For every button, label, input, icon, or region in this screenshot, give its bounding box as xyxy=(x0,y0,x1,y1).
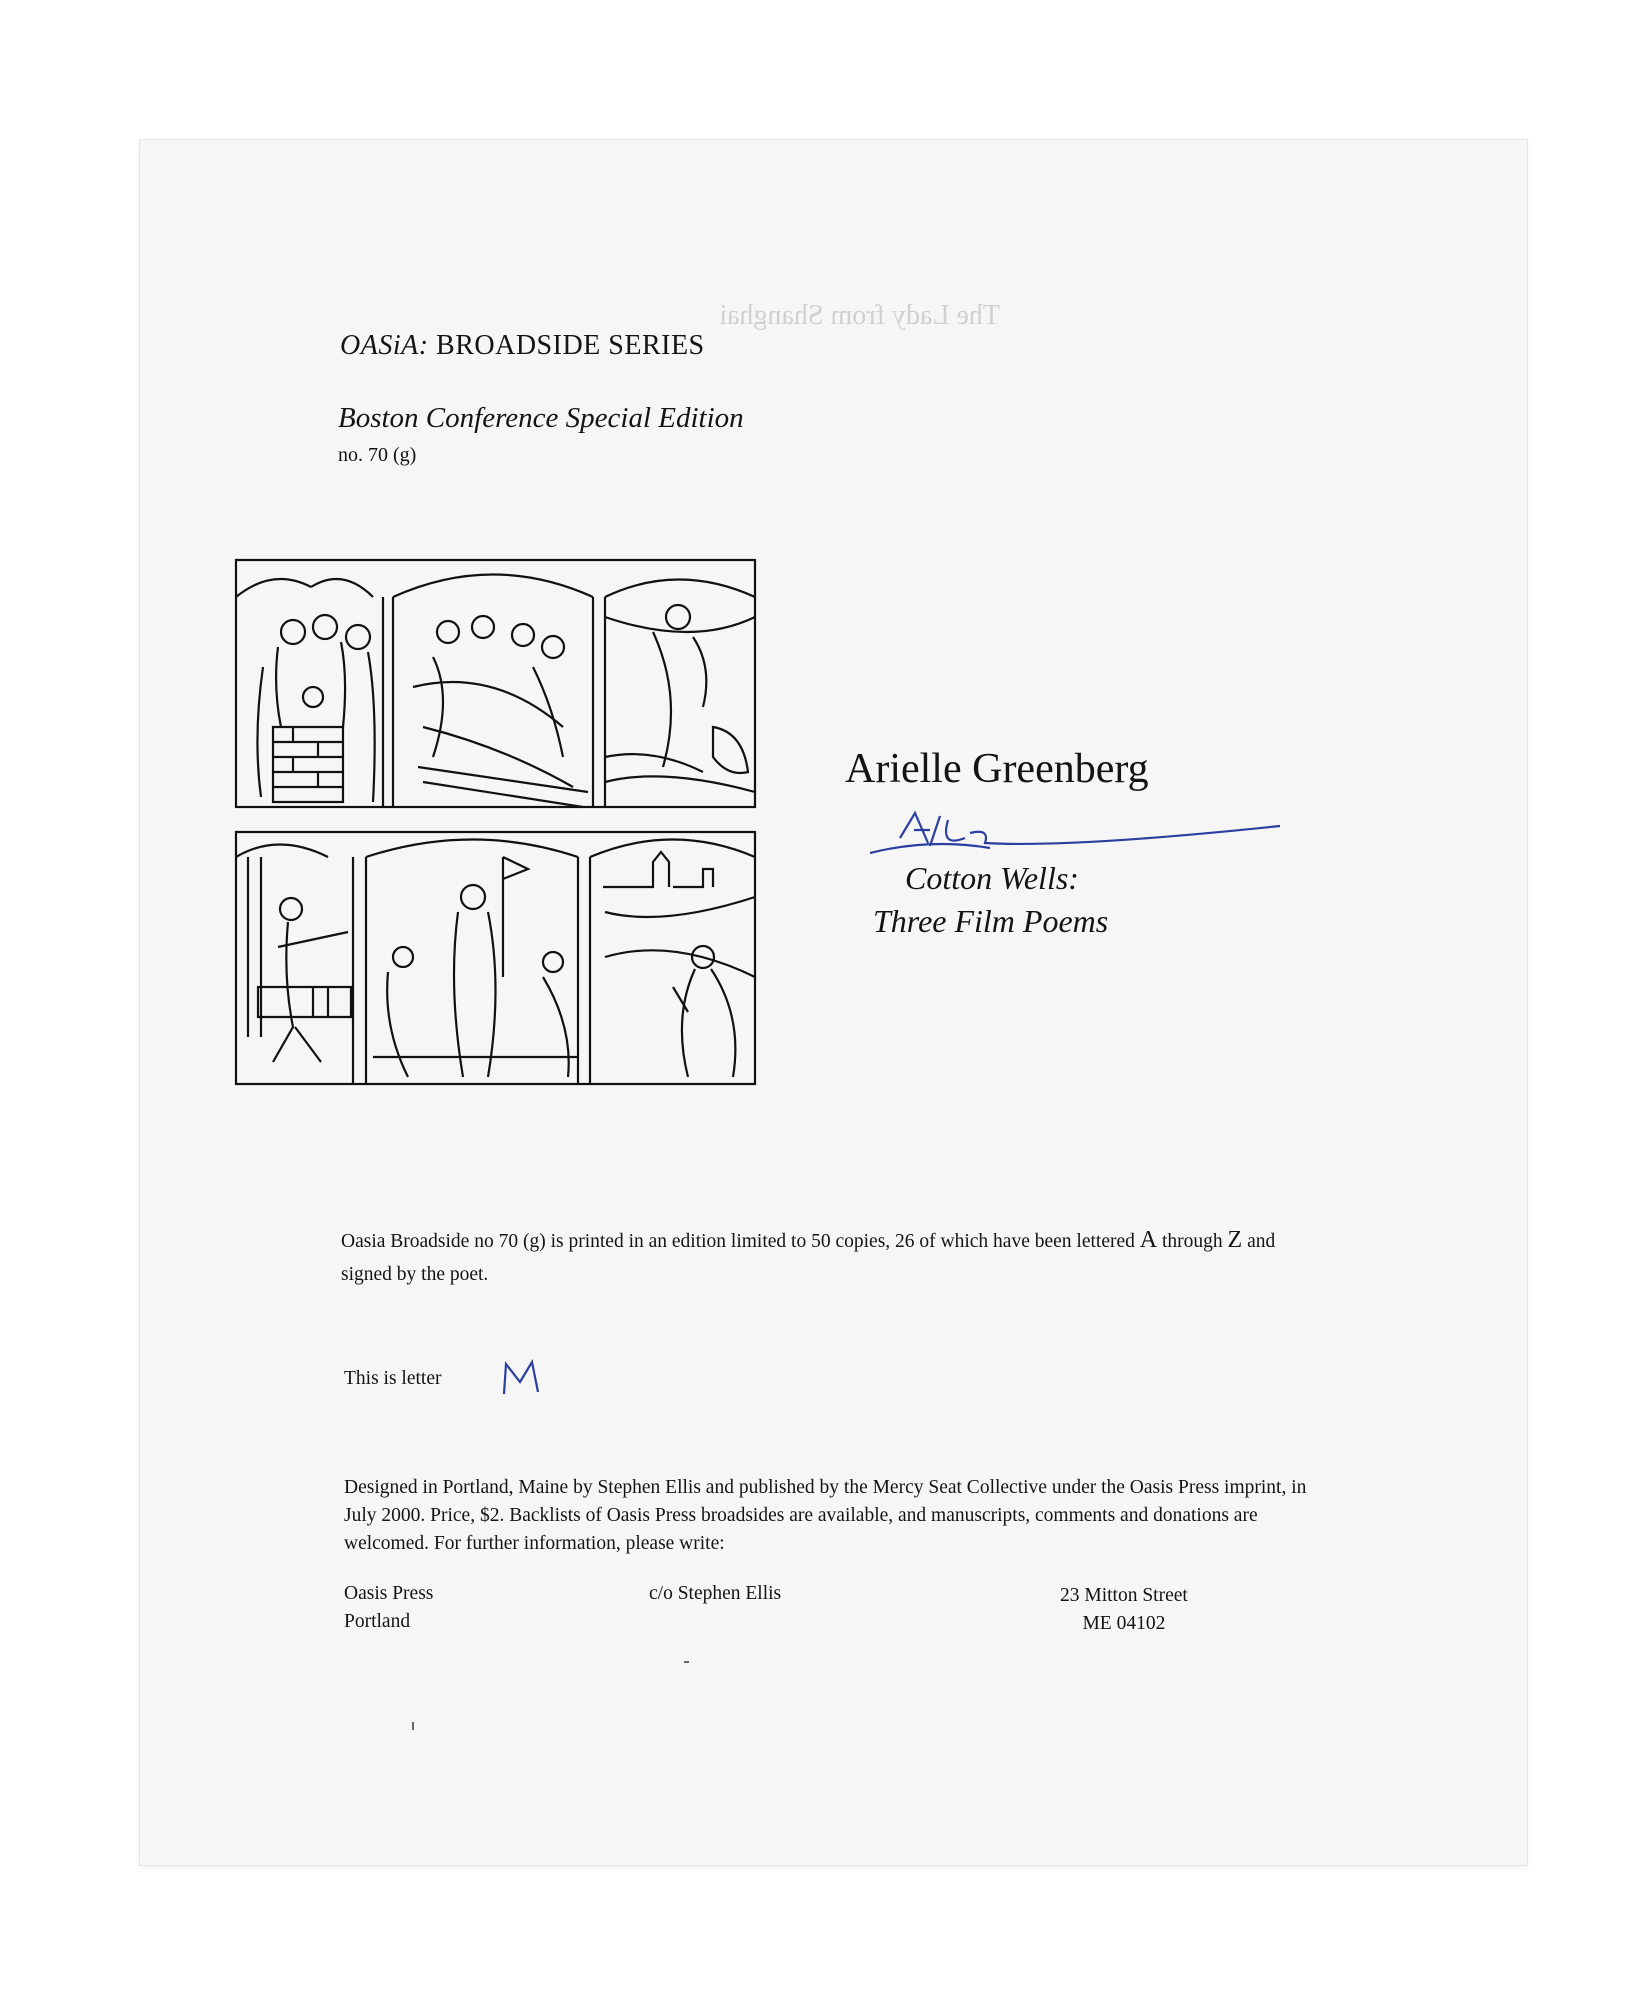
series-label: BROADSIDE SERIES xyxy=(436,330,705,361)
woodcut-illustration-icon xyxy=(233,557,758,1087)
letter-label: This is letter xyxy=(344,1368,442,1389)
edition-title: Boston Conference Special Edition xyxy=(338,402,744,434)
handwritten-letter xyxy=(500,1358,542,1398)
address-press-name: Oasis Press xyxy=(344,1583,434,1604)
colophon-text-start: Oasia Broadside no 70 (g) is printed in an edition limited to 50 copies, 26 of which have been lettered xyxy=(341,1231,1140,1252)
series-brand: OASiA: xyxy=(340,330,429,361)
handwritten-signature xyxy=(870,808,1290,868)
poet-name: Arielle Greenberg xyxy=(845,746,1149,792)
paper-speck xyxy=(412,1722,414,1730)
address-street-block xyxy=(1060,1582,1188,1638)
address-postcode: ME 04102 xyxy=(1082,1613,1166,1634)
edition-colophon xyxy=(341,1224,1301,1291)
poem-title-line2: Three Film Poems xyxy=(873,903,1109,939)
colophon-letter-a: A xyxy=(1139,1227,1158,1253)
colophon-text-end: and signed by the poet. xyxy=(341,1231,1276,1285)
address-city: Portland xyxy=(344,1611,411,1632)
bleed-through-title: The Lady from Shanghai xyxy=(719,300,1000,331)
series-heading xyxy=(340,330,705,362)
address-press xyxy=(344,1580,433,1636)
poem-title-line1: Cotton Wells: xyxy=(905,860,1079,896)
address-street: 23 Mitton Street xyxy=(1060,1585,1188,1606)
colophon-letter-z: Z xyxy=(1227,1227,1243,1253)
edition-number: no. 70 (g) xyxy=(338,444,417,466)
colophon-text-mid: through xyxy=(1157,1231,1228,1252)
design-note: Designed in Portland, Maine by Stephen Ellis and published by the Mercy Seat Collective under the Oasis Press imprint, in July 2000. Price, $2. Backlists of Oasis Press broadsides are available, and manuscripts, comments and donations are welcomed. For further information, please write: xyxy=(344,1477,1307,1554)
paper-speck xyxy=(684,1661,689,1663)
address-care-of: c/o Stephen Ellis xyxy=(649,1583,782,1604)
